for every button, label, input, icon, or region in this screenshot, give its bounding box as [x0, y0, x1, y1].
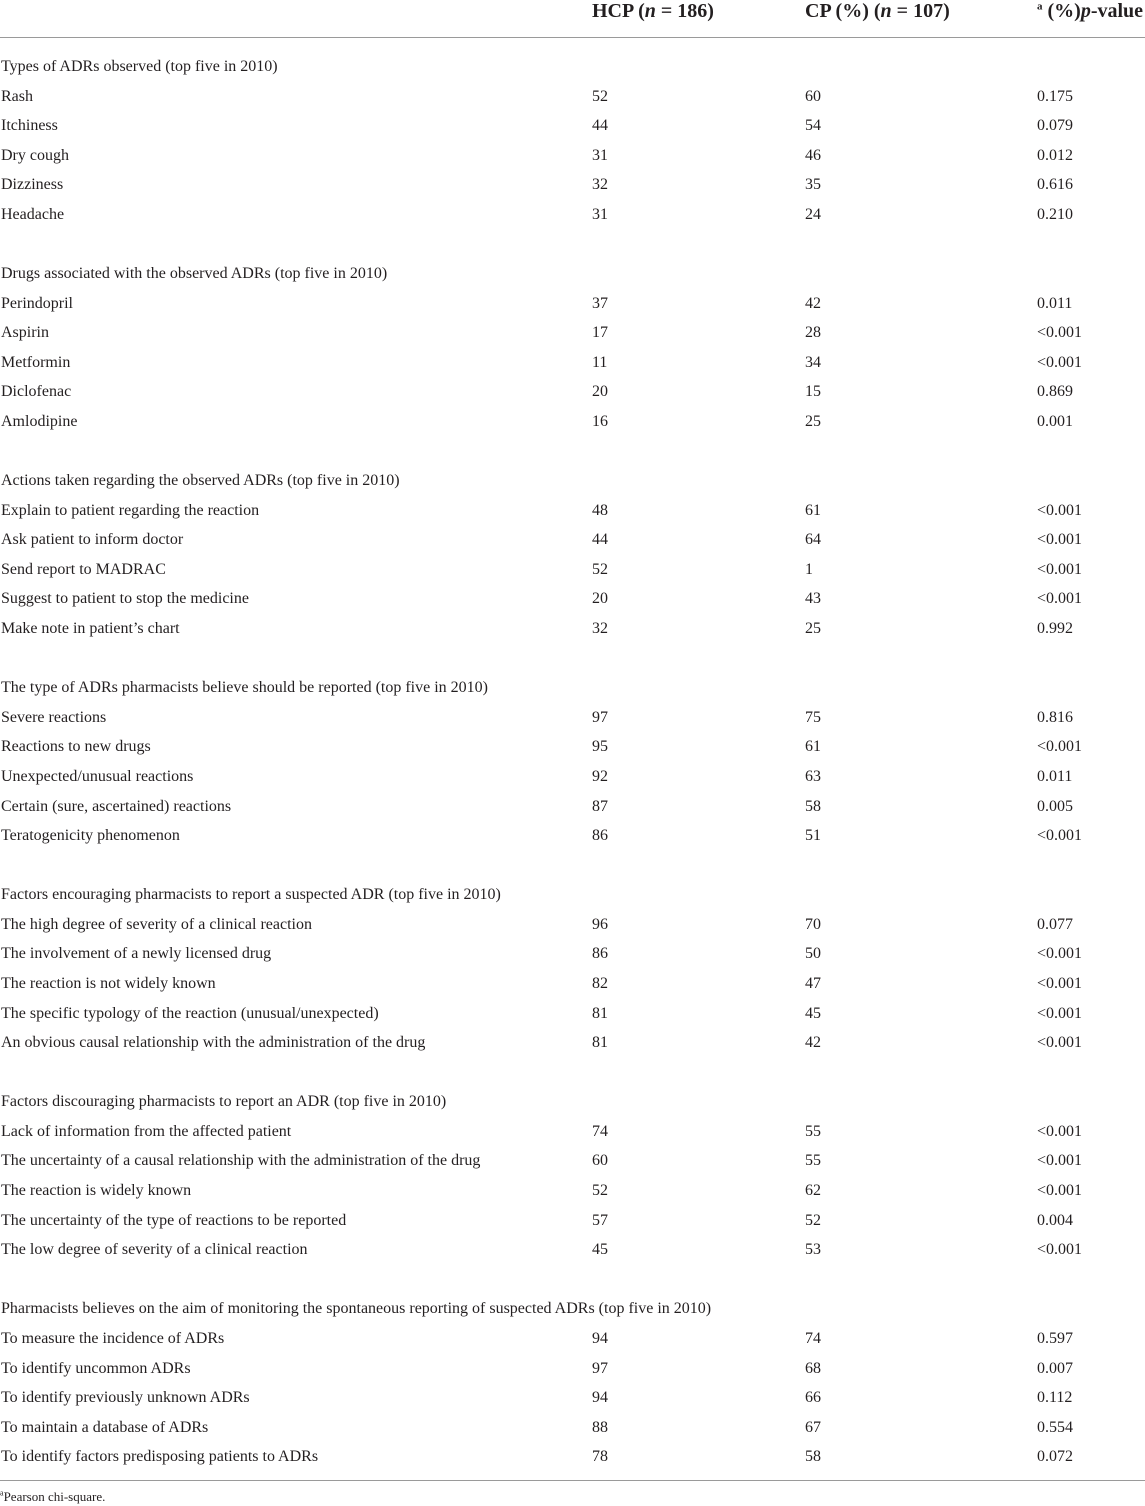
hcp-value: 32 [592, 176, 608, 194]
cp-value: 62 [805, 1182, 821, 1200]
cp-value: 61 [805, 738, 821, 756]
hcp-value: 44 [592, 531, 608, 549]
table-row [0, 354, 1145, 383]
row-label: Suggest to patient to stop the medicine [1, 590, 249, 608]
row-label: Teratogenicity phenomenon [1, 827, 180, 845]
p-value: 0.004 [1037, 1211, 1073, 1229]
table-row [0, 206, 1145, 235]
row-label: To measure the incidence of ADRs [1, 1329, 225, 1347]
table-row [0, 1241, 1145, 1270]
row-label: Lack of information from the affected patient [1, 1122, 292, 1140]
p-value: <0.001 [1037, 353, 1083, 371]
table-row [0, 945, 1145, 974]
cp-value: 42 [805, 294, 821, 312]
row-label: Unexpected/unusual reactions [1, 767, 194, 785]
row-label: Perindopril [1, 294, 73, 312]
cp-value: 75 [805, 708, 821, 726]
p-value: 0.210 [1037, 205, 1073, 223]
row-label: The reaction is widely known [1, 1182, 192, 1200]
cp-value: 52 [805, 1211, 821, 1229]
hcp-value: 92 [592, 767, 608, 785]
table-row [0, 738, 1145, 767]
table-row [0, 117, 1145, 146]
p-value: <0.001 [1037, 945, 1083, 963]
p-value: <0.001 [1037, 1122, 1083, 1140]
table-row [0, 1123, 1145, 1152]
row-label: To identify uncommon ADRs [1, 1359, 191, 1377]
cp-value: 1 [805, 560, 813, 578]
hcp-value: 17 [592, 324, 608, 342]
row-label: The uncertainty of a causal relationship with the administration of the drug [1, 1152, 481, 1170]
table-row [0, 590, 1145, 619]
row-label: The reaction is not widely known [1, 974, 216, 992]
row-label: The high degree of severity of a clinical reaction [1, 915, 312, 933]
hcp-value: 52 [592, 1182, 608, 1200]
section-title [0, 679, 1145, 708]
cp-value: 35 [805, 176, 821, 194]
row-label: Dry cough [1, 146, 69, 164]
cp-value: 55 [805, 1122, 821, 1140]
row-label: An obvious causal relationship with the administration of the drug [1, 1034, 426, 1052]
p-value: 0.175 [1037, 87, 1073, 105]
p-value: 0.001 [1037, 412, 1073, 430]
table-row [0, 827, 1145, 856]
row-label: To maintain a database of ADRs [1, 1418, 209, 1436]
hcp-value: 20 [592, 590, 608, 608]
row-label: Certain (sure, ascertained) reactions [1, 797, 232, 815]
cp-value: 67 [805, 1418, 821, 1436]
row-label: The involvement of a newly licensed drug [1, 945, 272, 963]
p-value: 0.005 [1037, 797, 1073, 815]
table-header [0, 0, 1145, 37]
cp-value: 55 [805, 1152, 821, 1170]
table-row [0, 975, 1145, 1004]
table-row [0, 1034, 1145, 1063]
table-row [0, 916, 1145, 945]
hcp-value: 32 [592, 620, 608, 638]
cp-value: 63 [805, 767, 821, 785]
hcp-value: 45 [592, 1241, 608, 1259]
table-row [0, 1360, 1145, 1389]
p-value: <0.001 [1037, 560, 1083, 578]
p-value: 0.079 [1037, 117, 1073, 135]
row-label: To identify factors predisposing patients to ADRs [1, 1448, 319, 1466]
section-title [0, 265, 1145, 294]
table-row [0, 176, 1145, 205]
p-value: <0.001 [1037, 1182, 1083, 1200]
cp-value: 45 [805, 1004, 821, 1022]
table-row [0, 768, 1145, 797]
hcp-value: 94 [592, 1329, 608, 1347]
cp-value: 58 [805, 797, 821, 815]
row-label: Ask patient to inform doctor [1, 531, 184, 549]
hcp-value: 97 [592, 708, 608, 726]
table-row [0, 1389, 1145, 1418]
table-row [0, 413, 1145, 442]
p-value: 0.554 [1037, 1418, 1073, 1436]
p-value: 0.077 [1037, 915, 1073, 933]
cp-value: 46 [805, 146, 821, 164]
p-value: 0.869 [1037, 383, 1073, 401]
hcp-value: 52 [592, 87, 608, 105]
table-row [0, 1448, 1145, 1477]
hcp-value: 81 [592, 1034, 608, 1052]
section-title-text: Actions taken regarding the observed ADRs (top five in 2010) [1, 472, 400, 490]
row-label: Send report to MADRAC [1, 560, 166, 578]
row-label: Rash [1, 87, 33, 105]
cp-value: 25 [805, 412, 821, 430]
cp-value: 66 [805, 1389, 821, 1407]
hcp-value: 96 [592, 915, 608, 933]
row-label: Itchiness [1, 117, 58, 135]
cp-value: 34 [805, 353, 821, 371]
row-label: Aspirin [1, 324, 49, 342]
hcp-value: 44 [592, 117, 608, 135]
section-title [0, 886, 1145, 915]
hcp-value: 82 [592, 974, 608, 992]
row-label: Headache [1, 205, 65, 223]
table-row [0, 561, 1145, 590]
section-title [0, 472, 1145, 501]
p-value: <0.001 [1037, 1004, 1083, 1022]
cp-value: 61 [805, 501, 821, 519]
row-label: Metformin [1, 353, 71, 371]
table-row [0, 502, 1145, 531]
cp-value: 64 [805, 531, 821, 549]
table-row [0, 295, 1145, 324]
hcp-value: 37 [592, 294, 608, 312]
hcp-value: 31 [592, 205, 608, 223]
header-rule [0, 37, 1145, 38]
table-row [0, 1419, 1145, 1448]
table-row [0, 709, 1145, 738]
table-row [0, 1152, 1145, 1181]
section-title-text: Pharmacists believes on the aim of monitoring the spontaneous reporting of suspected ADRs (top five in 2010) [1, 1300, 712, 1318]
section-title [0, 1093, 1145, 1122]
p-value: <0.001 [1037, 531, 1083, 549]
p-value: 0.992 [1037, 620, 1073, 638]
section-title-text: Drugs associated with the observed ADRs (top five in 2010) [1, 265, 388, 283]
section-title-text: Factors encouraging pharmacists to report a suspected ADR (top five in 2010) [1, 886, 501, 904]
p-value: 0.072 [1037, 1448, 1073, 1466]
cp-value: 47 [805, 974, 821, 992]
hcp-value: 57 [592, 1211, 608, 1229]
table-row [0, 1182, 1145, 1211]
header-hcp: HCP (n = 186) [592, 0, 714, 22]
cp-value: 53 [805, 1241, 821, 1259]
p-value: 0.007 [1037, 1359, 1073, 1377]
p-value: 0.816 [1037, 708, 1073, 726]
table-row [0, 88, 1145, 117]
table-row [0, 383, 1145, 412]
section-title-text: Factors discouraging pharmacists to report an ADR (top five in 2010) [1, 1093, 447, 1111]
cp-value: 25 [805, 620, 821, 638]
footnote: $^a$Pearson chi-square. [0, 1488, 106, 1504]
p-value: 0.011 [1037, 767, 1073, 785]
header-pvalue: $^a$ (%)p-value [1037, 0, 1144, 22]
table-row [0, 531, 1145, 560]
hcp-value: 78 [592, 1448, 608, 1466]
hcp-value: 31 [592, 146, 608, 164]
cp-value: 60 [805, 87, 821, 105]
cp-value: 54 [805, 117, 821, 135]
hcp-value: 74 [592, 1122, 608, 1140]
section-title-text: Types of ADRs observed (top five in 2010) [1, 58, 278, 75]
hcp-value: 52 [592, 560, 608, 578]
table-row [0, 1212, 1145, 1241]
p-value: <0.001 [1037, 1034, 1083, 1052]
row-label: The uncertainty of the type of reactions to be reported [1, 1211, 347, 1229]
cp-value: 68 [805, 1359, 821, 1377]
hcp-value: 88 [592, 1418, 608, 1436]
p-value: 0.011 [1037, 294, 1073, 312]
table-row [0, 1005, 1145, 1034]
hcp-value: 87 [592, 797, 608, 815]
row-label: Explain to patient regarding the reaction [1, 501, 260, 519]
cp-value: 43 [805, 590, 821, 608]
row-label: Dizziness [1, 176, 64, 194]
table-row [0, 1330, 1145, 1359]
hcp-value: 20 [592, 383, 608, 401]
cp-value: 28 [805, 324, 821, 342]
row-label: The low degree of severity of a clinical reaction [1, 1241, 308, 1259]
hcp-value: 48 [592, 501, 608, 519]
row-label: To identify previously unknown ADRs [1, 1389, 250, 1407]
cp-value: 58 [805, 1448, 821, 1466]
cp-value: 24 [805, 205, 821, 223]
p-value: <0.001 [1037, 738, 1083, 756]
p-value: 0.616 [1037, 176, 1073, 194]
cp-value: 42 [805, 1034, 821, 1052]
p-value: 0.112 [1037, 1389, 1073, 1407]
p-value: <0.001 [1037, 1152, 1083, 1170]
row-label: Severe reactions [1, 708, 107, 726]
cp-value: 15 [805, 383, 821, 401]
table-row [0, 798, 1145, 827]
cp-value: 74 [805, 1329, 821, 1347]
section-title [0, 58, 1145, 87]
hcp-value: 81 [592, 1004, 608, 1022]
hcp-value: 94 [592, 1389, 608, 1407]
cp-value: 50 [805, 945, 821, 963]
hcp-value: 86 [592, 945, 608, 963]
p-value: <0.001 [1037, 324, 1083, 342]
header-cp: CP (%) (n = 107) [805, 0, 950, 22]
p-value: 0.012 [1037, 146, 1073, 164]
table-row [0, 620, 1145, 649]
p-value: <0.001 [1037, 974, 1083, 992]
footer-rule [0, 1480, 1145, 1481]
table-row [0, 324, 1145, 353]
row-label: Reactions to new drugs [1, 738, 151, 756]
section-title-text: The type of ADRs pharmacists believe should be reported (top five in 2010) [1, 679, 488, 697]
cp-value: 70 [805, 915, 821, 933]
row-label: Amlodipine [1, 412, 78, 430]
p-value: <0.001 [1037, 1241, 1083, 1259]
row-label: Make note in patient’s chart [1, 620, 180, 638]
p-value: 0.597 [1037, 1329, 1073, 1347]
row-label: Diclofenac [1, 383, 72, 401]
hcp-value: 16 [592, 412, 608, 430]
p-value: <0.001 [1037, 501, 1083, 519]
row-label: The specific typology of the reaction (unusual/unexpected) [1, 1004, 379, 1022]
hcp-value: 95 [592, 738, 608, 756]
p-value: <0.001 [1037, 827, 1083, 845]
hcp-value: 97 [592, 1359, 608, 1377]
p-value: <0.001 [1037, 590, 1083, 608]
table-row [0, 147, 1145, 176]
cp-value: 51 [805, 827, 821, 845]
hcp-value: 60 [592, 1152, 608, 1170]
section-title [0, 1300, 1145, 1329]
hcp-value: 11 [592, 353, 608, 371]
hcp-value: 86 [592, 827, 608, 845]
